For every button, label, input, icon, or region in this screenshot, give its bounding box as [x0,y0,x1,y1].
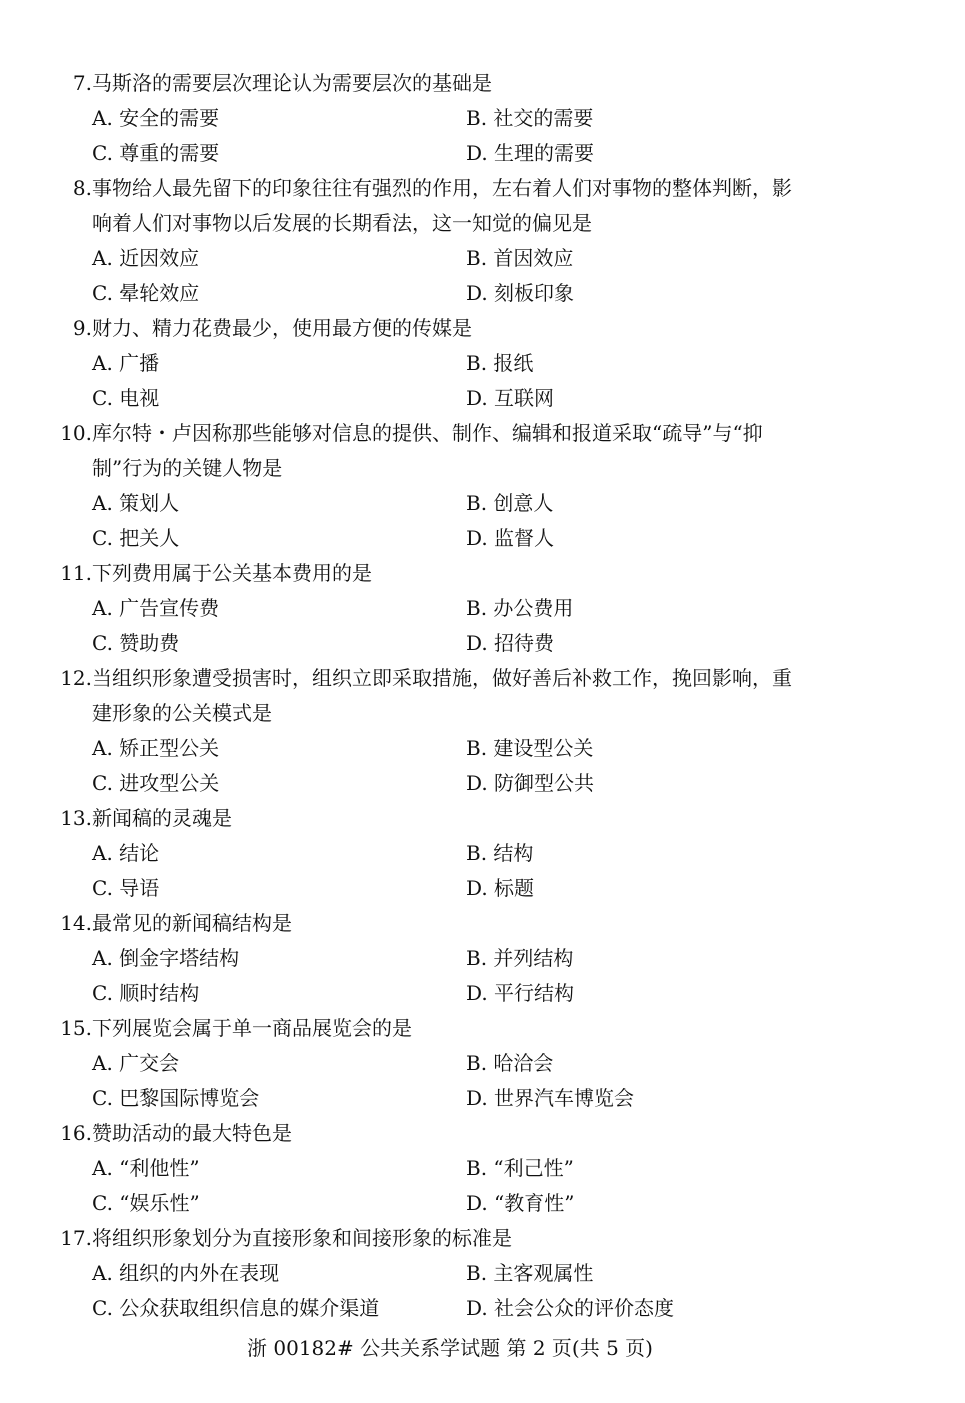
question-block [0,311,965,416]
question-block [0,66,965,171]
question-number: 11. [60,561,92,585]
answer-option: A. 倒金字塔结构 [92,946,240,970]
option-row [0,1186,965,1221]
option-row [0,941,965,976]
answer-option: B. 哈洽会 [466,1051,554,1075]
question-block [0,661,965,801]
option-row [0,1291,965,1326]
question-block [0,1011,965,1116]
answer-option: A. 广交会 [92,1051,180,1075]
question-text: 当组织形象遭受损害时，组织立即采取措施，做好善后补救工作，挽回影响，重 [92,666,792,690]
answer-option: C. 晕轮效应 [92,281,200,305]
option-row [0,626,965,661]
answer-option: C. 电视 [92,386,160,410]
option-row [0,1151,965,1186]
option-row [0,1256,965,1291]
answer-option: D. 社会公众的评价态度 [466,1296,675,1320]
question-text: 马斯洛的需要层次理论认为需要层次的基础是 [92,71,492,95]
answer-option: C. 巴黎国际博览会 [92,1086,260,1110]
answer-option: A. 安全的需要 [92,106,220,130]
question-number: 7. [72,71,92,95]
answer-option: B. 办公费用 [466,596,574,620]
option-row [0,346,965,381]
answer-option: A. 近因效应 [92,246,200,270]
question-number: 15. [60,1016,92,1040]
question-stem [0,311,965,346]
question-block [0,416,965,556]
question-text: 将组织形象划分为直接形象和间接形象的标准是 [92,1226,512,1250]
answer-option: C. 顺时结构 [92,981,200,1005]
answer-option: D. 监督人 [466,526,555,550]
answer-option: D. “教育性” [466,1191,575,1215]
question-stem [0,171,965,206]
answer-option: D. 标题 [466,876,535,900]
option-row [0,241,965,276]
question-stem [0,416,965,451]
question-stem [0,1116,965,1151]
question-block [0,906,965,1011]
answer-option: C. 进攻型公关 [92,771,220,795]
question-text: 赞助活动的最大特色是 [92,1121,292,1145]
answer-option: C. 导语 [92,876,160,900]
option-row [0,381,965,416]
option-row [0,766,965,801]
option-row [0,101,965,136]
question-text: 库尔特・卢因称那些能够对信息的提供、制作、编辑和报道采取“疏导”与“抑 [92,421,763,445]
question-text: 财力、精力花费最少，使用最方便的传媒是 [92,316,472,340]
question-stem [0,906,965,941]
option-row [0,871,965,906]
answer-option: A. 策划人 [92,491,180,515]
question-number: 17. [60,1226,92,1250]
option-row [0,1081,965,1116]
option-row [0,276,965,311]
question-stem [0,66,965,101]
page-footer: 浙 00182# 公共关系学试题 第 2 页(共 5 页) [247,1336,653,1360]
option-row [0,1046,965,1081]
answer-option: A. 广播 [92,351,160,375]
question-number: 13. [60,806,92,830]
answer-option: D. 防御型公共 [466,771,595,795]
answer-option: D. 世界汽车博览会 [466,1086,635,1110]
question-stem [0,801,965,836]
question-number: 8. [72,176,92,200]
question-text: 新闻稿的灵魂是 [92,806,232,830]
answer-option: A. 结论 [92,841,160,865]
answer-option: D. 平行结构 [466,981,575,1005]
option-row [0,136,965,171]
question-text-continued: 制”行为的关键人物是 [92,456,283,480]
answer-option: C. 把关人 [92,526,180,550]
question-number: 12. [60,666,92,690]
question-stem [0,661,965,696]
question-number: 10. [60,421,92,445]
answer-option: A. 矫正型公关 [92,736,220,760]
question-number: 9. [72,316,92,340]
answer-option: B. 创意人 [466,491,554,515]
question-text-continued: 响着人们对事物以后发展的长期看法，这一知觉的偏见是 [92,211,592,235]
answer-option: B. 首因效应 [466,246,574,270]
answer-option: B. 并列结构 [466,946,574,970]
question-number: 14. [60,911,92,935]
answer-option: D. 互联网 [466,386,555,410]
exam-page [0,66,965,1326]
question-stem [0,556,965,591]
answer-option: B. 主客观属性 [466,1261,594,1285]
question-stem [0,1221,965,1256]
question-block [0,1116,965,1221]
option-row [0,591,965,626]
answer-option: A. 组织的内外在表现 [92,1261,280,1285]
answer-option: B. 建设型公关 [466,736,594,760]
question-block [0,171,965,311]
question-text: 事物给人最先留下的印象往往有强烈的作用，左右着人们对事物的整体判断，影 [92,176,792,200]
answer-option: A. 广告宣传费 [92,596,220,620]
answer-option: B. 报纸 [466,351,534,375]
option-row [0,486,965,521]
answer-option: C. 公众获取组织信息的媒介渠道 [92,1296,380,1320]
answer-option: A. “利他性” [92,1156,200,1180]
question-block [0,801,965,906]
question-text: 下列费用属于公关基本费用的是 [92,561,372,585]
question-block [0,1221,965,1326]
answer-option: B. 社交的需要 [466,106,594,130]
answer-option: C. 尊重的需要 [92,141,220,165]
question-text-continued: 建形象的公关模式是 [92,701,272,725]
question-number: 16. [60,1121,92,1145]
answer-option: D. 招待费 [466,631,555,655]
option-row [0,521,965,556]
option-row [0,731,965,766]
question-text: 下列展览会属于单一商品展览会的是 [92,1016,412,1040]
answer-option: B. “利己性” [466,1156,574,1180]
answer-option: D. 刻板印象 [466,281,575,305]
answer-option: D. 生理的需要 [466,141,595,165]
answer-option: B. 结构 [466,841,534,865]
question-text: 最常见的新闻稿结构是 [92,911,292,935]
option-row [0,976,965,1011]
question-stem [0,1011,965,1046]
option-row [0,836,965,871]
answer-option: C. 赞助费 [92,631,180,655]
answer-option: C. “娱乐性” [92,1191,200,1215]
question-block [0,556,965,661]
